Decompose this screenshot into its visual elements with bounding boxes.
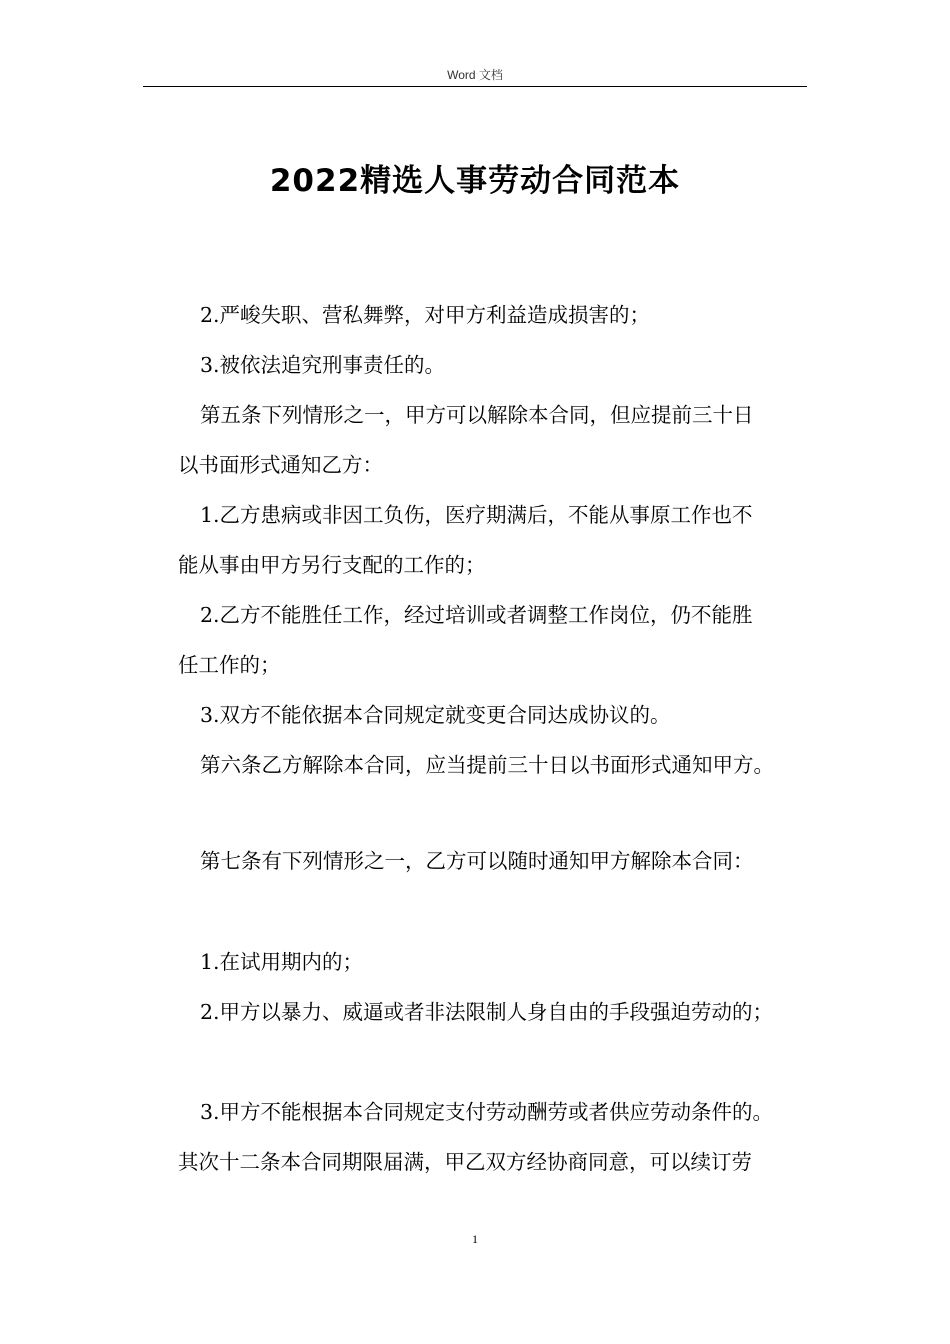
paragraph-line: 2.甲方以暴力、威逼或者非法限制人身自由的手段强迫劳动的； bbox=[200, 1000, 774, 1024]
paragraph-line: 其次十二条本合同期限届满，甲乙双方经协商同意，可以续订劳 bbox=[178, 1150, 752, 1174]
page-number: 1 bbox=[472, 1232, 478, 1246]
paragraph-line: 以书面形式通知乙方： bbox=[178, 453, 383, 477]
paragraph-line: 3.被依法追究刑事责任的。 bbox=[200, 353, 446, 377]
paragraph-line: 第六条乙方解除本合同，应当提前三十日以书面形式通知甲方。 bbox=[200, 753, 774, 777]
header-divider bbox=[143, 86, 807, 87]
document-title: 2022精选人事劳动合同范本 bbox=[269, 163, 681, 199]
paragraph-line: 第五条下列情形之一，甲方可以解除本合同，但应提前三十日 bbox=[200, 403, 754, 427]
page-header: Word 文档 bbox=[447, 68, 503, 82]
paragraph-line: 1.乙方患病或非因工负伤，医疗期满后，不能从事原工作也不 bbox=[200, 503, 753, 527]
paragraph-line: 能从事由甲方另行支配的工作的； bbox=[178, 553, 486, 577]
paragraph-line: 2.严峻失职、营私舞弊，对甲方利益造成损害的； bbox=[200, 303, 651, 327]
paragraph-line: 第七条有下列情形之一，乙方可以随时通知甲方解除本合同： bbox=[200, 849, 754, 873]
paragraph-line: 3.双方不能依据本合同规定就变更合同达成协议的。 bbox=[200, 703, 671, 727]
paragraph-line: 1.在试用期内的； bbox=[200, 950, 364, 974]
paragraph-line: 2.乙方不能胜任工作，经过培训或者调整工作岗位，仍不能胜 bbox=[200, 603, 753, 627]
paragraph-line: 3.甲方不能根据本合同规定支付劳动酬劳或者供应劳动条件的。 bbox=[200, 1100, 774, 1124]
paragraph-line: 任工作的； bbox=[178, 653, 281, 677]
